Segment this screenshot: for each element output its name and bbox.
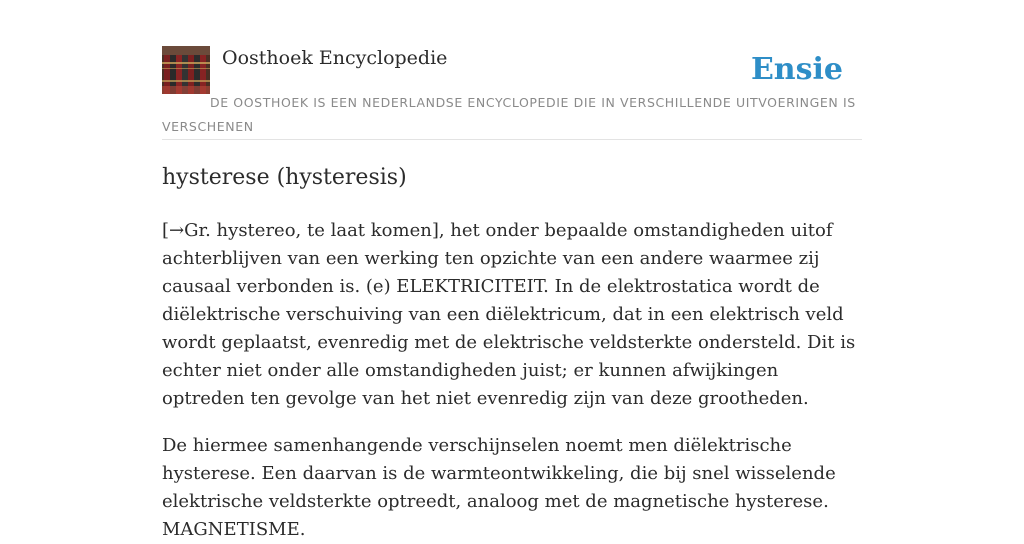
- encyclopedia-books-icon[interactable]: [162, 46, 210, 94]
- site-tagline: DE OOSTHOEK IS EEN NEDERLANDSE ENCYCLOPEDIE DIE IN VERSCHILLENDE UITVOERINGEN IS VERSCHENEN: [162, 95, 856, 134]
- article-title: hysterese (hysteresis): [162, 165, 407, 190]
- site-header: [162, 46, 862, 140]
- article-paragraph: De hiermee samenhangende verschijnselen noemt men diëlektrische hysterese. Een daarvan is de warmteontwikkeling, die bij snel wisselende elektrische veldsterkte optreedt, analoog met de magnetische hysterese. MAGNETISME.: [162, 435, 836, 540]
- brand-logo-link[interactable]: Ensie: [750, 52, 843, 87]
- site-name-link[interactable]: Oosthoek Encyclopedie: [222, 47, 448, 69]
- article-content: [162, 160, 862, 544]
- article-paragraph: [→Gr. hystereo, te laat komen], het onder bepaalde omstandigheden uitof achterblijven van een werking ten opzichte van een andere waarmee zij causaal verbonden is. (e) ELEKTRICITEIT. In de elektrostatica wordt de diëlektrische verschuiving van een diëlektricum, dat in een elektrisch veld wordt geplaatst, evenredig met de elektrische veldsterkte ondersteld. Dit is echter niet onder alle omstandigheden juist; er kunnen afwijkingen optreden ten gevolge van het niet evenredig zijn van deze grootheden.: [162, 220, 856, 409]
